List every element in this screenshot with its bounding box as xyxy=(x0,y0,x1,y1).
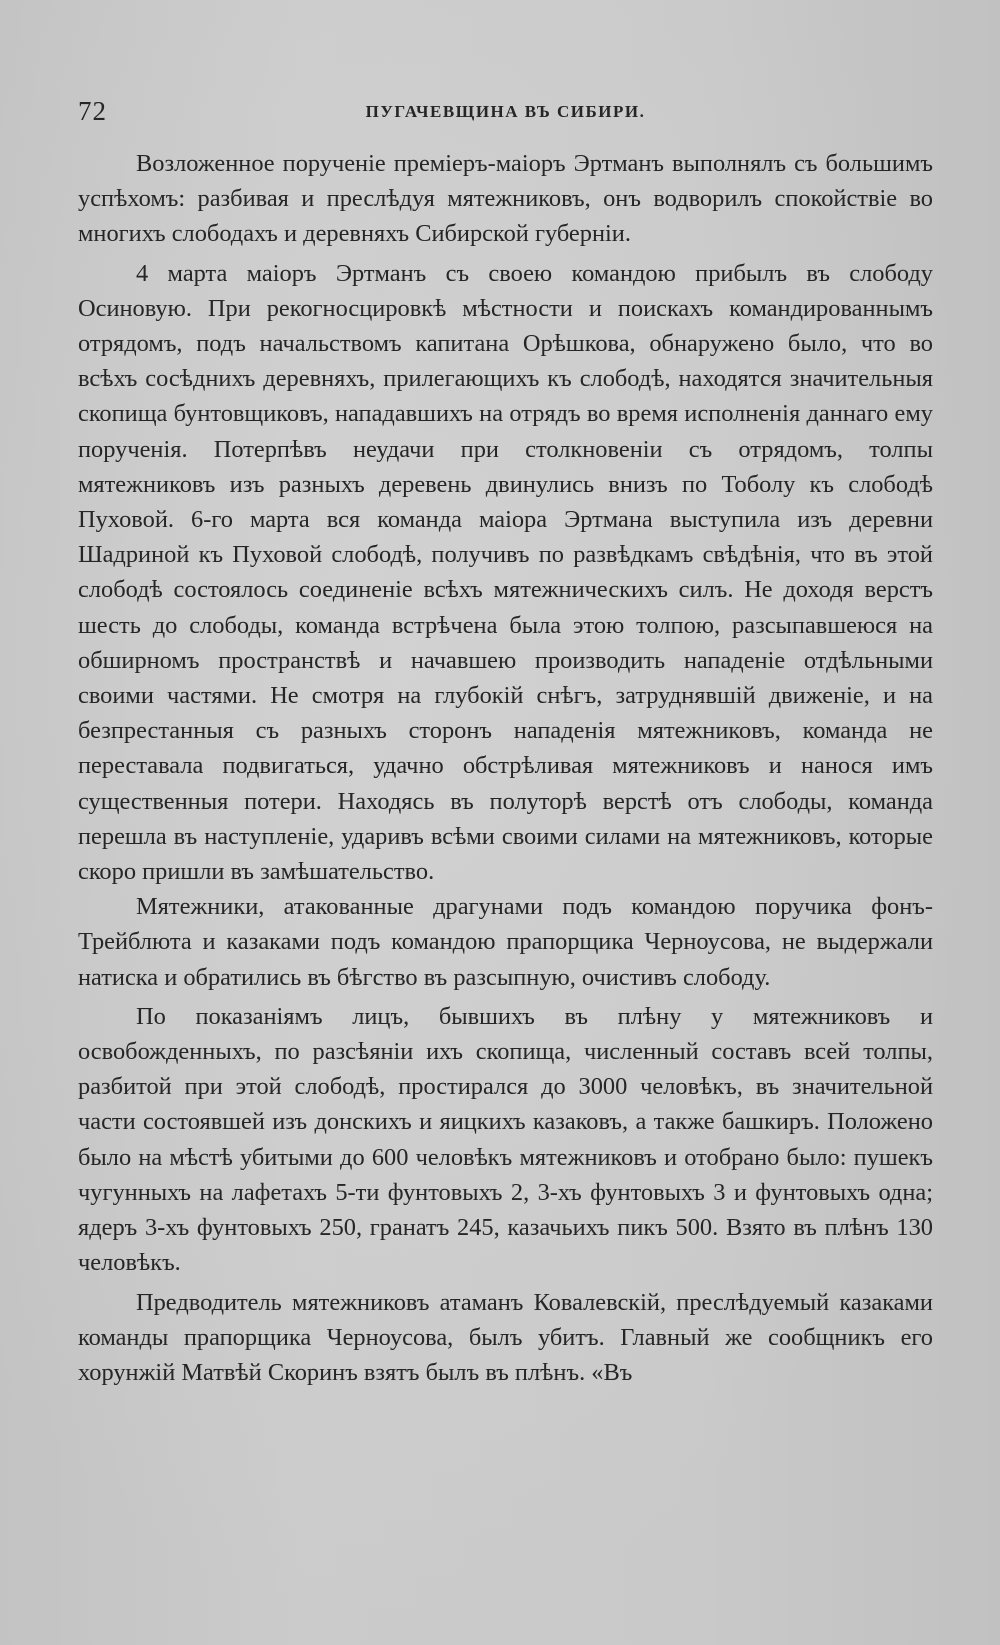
page-number: 72 xyxy=(78,96,107,126)
paragraph-4: По показаніямъ лицъ, бывшихъ въ плѣну у мятежниковъ и освобожденныхъ, по разсѣяніи ихъ скопища, численный составъ всей толпы, разбитой при этой слободѣ, простирался до 3000 человѣкъ, въ значительной части состоявшей изъ донскихъ и яицкихъ казаковъ, а также башкиръ. Положено было на мѣстѣ убитыми до 600 человѣкъ мятежниковъ и отобрано было: пушекъ чугунныхъ на лафетахъ 5-ти фунтовыхъ 2, 3-хъ фунтовыхъ 3 и фунтовыхъ одна; ядеръ 3-хъ фунтовыхъ 250, гранатъ 245, казачьихъ пикъ 500. Взято въ плѣнъ 130 человѣкъ. xyxy=(78,1002,933,1277)
running-title: ПУГАЧЕВЩИНА ВЪ СИБИРИ. xyxy=(365,102,646,121)
paragraph-5: Предводитель мятежниковъ атаманъ Ковалевскій, преслѣдуемый казаками команды прапорщика Черноусова, былъ убитъ. Главный же сообщникъ его хорунжій Матвѣй Скоринъ взятъ былъ въ плѣнъ. «Въ xyxy=(78,1288,933,1386)
running-head xyxy=(78,96,933,130)
paragraph-1: Возложенное порученіе премiеръ-маiоръ Эртманъ выполнялъ съ большимъ успѣхомъ: разбивая и преслѣдуя мятежниковъ, онъ водворилъ спокойствіе во многихъ слободахъ и деревняхъ Сибирской губерніи. xyxy=(78,150,933,248)
paragraph-3: Мятежники, атакованные драгунами подъ командою поручика фонъ-Трейблюта и казаками подъ командою прапорщика Черноусова, не выдержали натиска и обратились въ бѣгство въ разсыпную, очистивъ слободу. xyxy=(78,893,933,991)
paragraph-2: 4 марта маiоръ Эртманъ съ своею командою прибылъ въ слободу Осиновую. При рекогносцировкѣ мѣстности и поискахъ командированнымъ отрядомъ, подъ начальствомъ капитана Орѣшкова, обнаружено было, что во всѣхъ сосѣднихъ деревняхъ, прилегающихъ къ слободѣ, находятся значительныя скопища бунтовщиковъ, нападавшихъ на отрядъ во время исполненія даннаго ему порученія. Потерпѣвъ неудачи при столкновеніи съ отрядомъ, толпы мятежниковъ изъ разныхъ деревень двинулись внизъ по Тоболу къ слободѣ Пуховой. 6-го марта вся команда маiора Эртмана выступила изъ деревни Шадриной къ Пуховой слободѣ, получивъ по развѣдкамъ свѣдѣнія, что въ этой слободѣ состоялось соединеніе всѣхъ мятежническихъ силъ. Не доходя верстъ шесть до слободы, команда встрѣчена была этою толпою, разсыпавшеюся на обширномъ пространствѣ и начавшею производить нападеніе отдѣльными своими частями. Не смотря на глубокій снѣгъ, затруднявшій движеніе, и на безпрестанныя съ разныхъ сторонъ нападенія мятежниковъ, команда не переставала подвигаться, удачно обстрѣливая мятежниковъ и нанося имъ существенныя потери. Находясь въ полуторѣ верстѣ отъ слободы, команда перешла въ наступленіе, ударивъ всѣми своими силами на мятежниковъ, которые скоро пришли въ замѣшательство. xyxy=(78,259,933,886)
body-text xyxy=(78,146,933,1390)
